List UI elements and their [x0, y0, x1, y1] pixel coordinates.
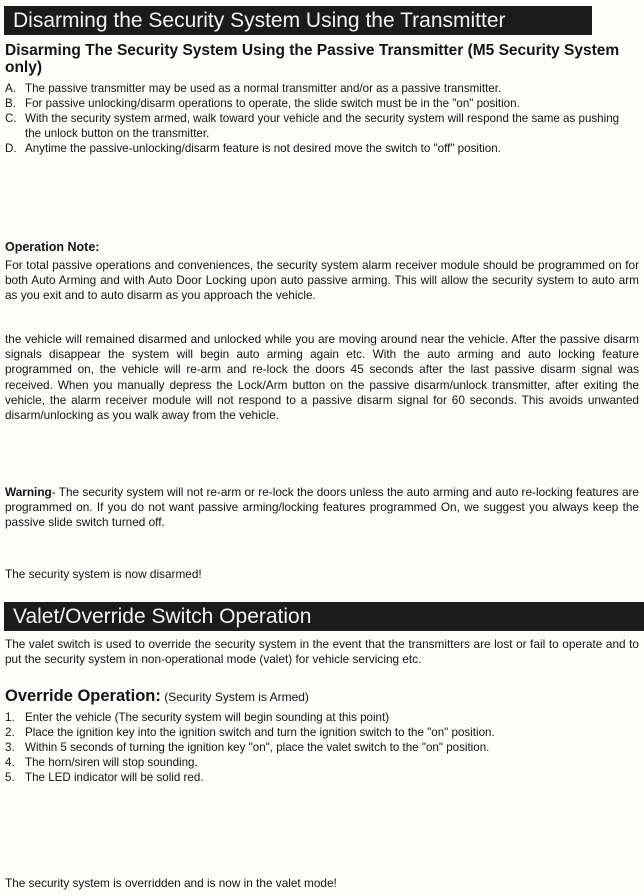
list-text: Place the ignition key into the ignition switch and turn the ignition switch to the "on" position. [25, 726, 495, 739]
operation-note-paragraph-1: For total passive operations and conveniences, the security system alarm receiver module should be programmed on for both Auto Arming and with Auto Door Locking upon auto passive arming. This will allow the security system to auto arm as you exit and to auto disarm as you approach the vehicle. [5, 258, 639, 303]
section-banner-valet: Valet/Override Switch Operation [4, 602, 644, 631]
list-marker: 2. [5, 726, 15, 739]
list-text: For passive unlocking/disarm operations to operate, the slide switch must be in the "on" position. [25, 97, 520, 110]
list-item [5, 740, 637, 755]
override-heading [5, 687, 309, 706]
list-text: Enter the vehicle (The security system will begin sounding at this point) [25, 711, 390, 724]
warning-label: Warning [5, 485, 52, 499]
list-marker: 4. [5, 756, 15, 769]
list-item [5, 81, 637, 96]
passive-steps-list [5, 81, 637, 156]
list-marker: 1. [5, 711, 15, 724]
list-item [5, 725, 637, 740]
list-text: Anytime the passive-unlocking/disarm feature is not desired move the switch to "off" position. [25, 142, 501, 155]
section-banner-disarming: Disarming the Security System Using the Transmitter [4, 6, 592, 35]
list-item [5, 111, 637, 141]
list-marker: B. [5, 97, 16, 110]
override-title: Override Operation: [5, 687, 161, 705]
list-text: The LED indicator will be solid red. [25, 771, 204, 784]
list-item [5, 96, 637, 111]
disarmed-closing: The security system is now disarmed! [5, 567, 202, 581]
list-item [5, 710, 637, 725]
override-steps-list [5, 710, 637, 785]
list-marker: A. [5, 82, 16, 95]
list-marker: C. [5, 112, 17, 125]
operation-note-label: Operation Note: [5, 240, 100, 254]
list-text: The passive transmitter may be used as a normal transmitter and/or as a passive transmitter. [25, 82, 502, 95]
warning-paragraph [5, 485, 639, 531]
list-marker: D. [5, 142, 17, 155]
list-marker: 3. [5, 741, 15, 754]
valet-intro: The valet switch is used to override the security system in the event that the transmitters are lost or fail to operate and to put the security system in non-operational mode (valet) for vehicle servicing etc. [5, 637, 639, 667]
warning-text: - The security system will not re-arm or re-lock the doors unless the auto arming and auto re-locking features are programmed on. If you do not want passive arming/locking features programmed On, we suggest you always keep the passive slide switch turned off. [5, 485, 639, 530]
list-marker: 5. [5, 771, 15, 784]
list-item [5, 770, 637, 785]
list-text: With the security system armed, walk toward your vehicle and the security system will respond the same as pushing the unlock button on the transmitter. [25, 112, 620, 140]
list-text: Within 5 seconds of turning the ignition key "on", place the valet switch to the "on" position. [25, 741, 490, 754]
list-item [5, 141, 637, 156]
valet-closing: The security system is overridden and is now in the valet mode! [5, 876, 337, 890]
operation-note-paragraph-2: the vehicle will remained disarmed and unlocked while you are moving around near the vehicle. After the passive disarm signals disappear the system will begin auto arming again etc. With the auto arming and auto locking feature programmed on, the vehicle will re-arm and re-lock the doors 45 seconds after the last passive disarm signal was received. When you manually depress the Lock/Arm button on the passive disarm/unlock transmitter, after exiting the vehicle, the alarm receiver module will not respond to a passive disarm signal for 60 seconds. This avoids unwanted disarm/unlocking as you walk away from the vehicle. [5, 332, 639, 423]
override-subtitle: (Security System is Armed) [160, 690, 309, 704]
list-text: The horn/siren will stop sounding. [25, 756, 198, 769]
list-item [5, 755, 637, 770]
passive-transmitter-heading: Disarming The Security System Using the Passive Transmitter (M5 Security System only) [5, 42, 620, 76]
